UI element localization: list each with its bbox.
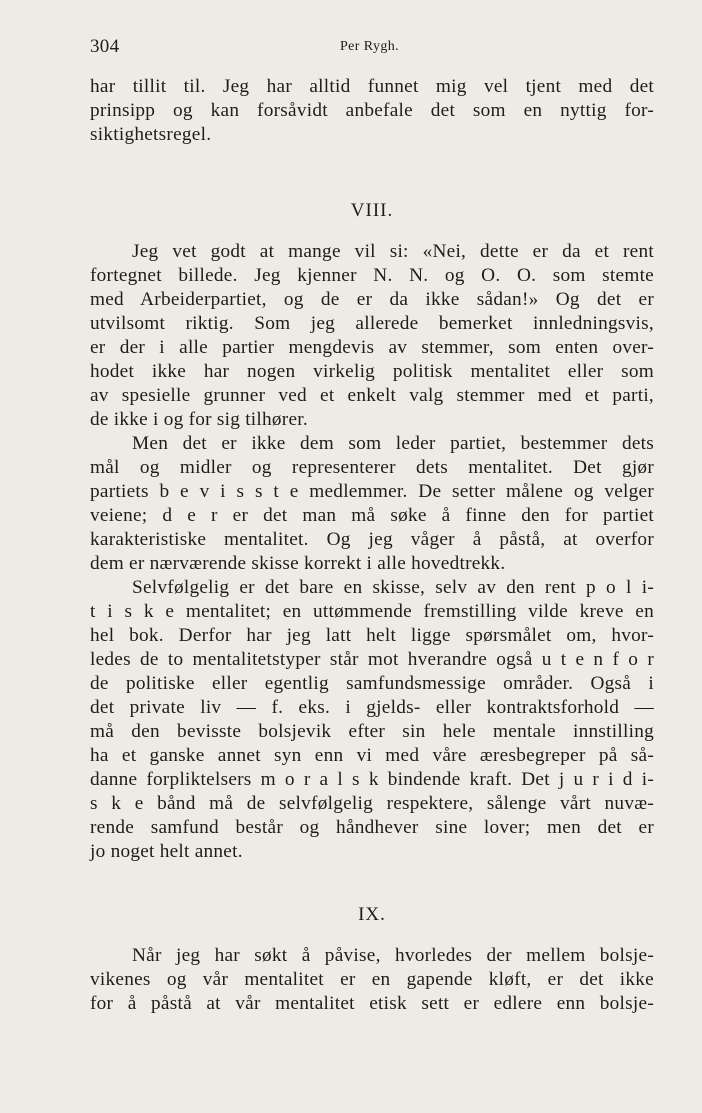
text-line: mål og midler og representerer dets mentalitet. Det gjør [90, 457, 654, 478]
text-line: danne forpliktelsers m o r a l s k bindende kraft. Det j u r i d i- [90, 769, 654, 790]
text-line: må den bevisste bolsjevik efter sin hele mentale innstilling [90, 721, 654, 742]
text-line: dem er nærværende skisse korrekt i alle hovedtrekk. [90, 553, 506, 574]
text-line: med Arbeiderpartiet, og de er da ikke sådan!» Og det er [90, 289, 654, 310]
text-line: det private liv — f. eks. i gjelds- eller kontraktsforhold — [90, 697, 654, 718]
page-header [90, 36, 654, 60]
text-line: av spesielle grunner ved et enkelt valg stemmer med et parti, [90, 385, 654, 406]
text-line: partiets b e v i s s t e medlemmer. De setter målene og velger [90, 481, 654, 502]
text-line: ha et ganske annet syn enn vi med våre æresbegreper på så- [90, 745, 654, 766]
text-line: ledes de to mentalitetstyper står mot hverandre også u t e n f o r [90, 649, 654, 670]
text-line: s k e bånd må de selvfølgelig respektere, sålenge vårt nuvæ- [90, 793, 654, 814]
section-heading-ix: IX. [358, 904, 386, 925]
text-line: for å påstå at vår mentalitet etisk sett er edlere enn bolsje- [90, 993, 654, 1014]
text-line: Men det er ikke dem som leder partiet, bestemmer dets [132, 433, 654, 454]
text-line: jo noget helt annet. [90, 841, 243, 862]
text-line: de politiske eller egentlig samfundsmessige områder. Også i [90, 673, 654, 694]
text-line: vikenes og vår mentalitet er en gapende kløft, er det ikke [90, 969, 654, 990]
text-line: siktighetsregel. [90, 124, 212, 145]
text-line: Selvfølgelig er det bare en skisse, selv av den rent p o l i- [132, 577, 654, 598]
text-line: Når jeg har søkt å påvise, hvorledes der mellem bolsje- [132, 945, 654, 966]
text-line: rende samfund består og håndhever sine lover; men det er [90, 817, 654, 838]
text-line: de ikke i og for sig tilhører. [90, 409, 308, 430]
text-line: hel bok. Derfor har jeg latt helt ligge spørsmålet om, hvor- [90, 625, 654, 646]
running-head: Per Rygh. [340, 39, 400, 54]
text-line: har tillit til. Jeg har alltid funnet mig vel tjent med det [90, 76, 654, 97]
text-line: karakteristiske mentalitet. Og jeg våger å påstå, at overfor [90, 529, 654, 550]
section-heading-viii: VIII. [350, 200, 394, 221]
text-line: prinsipp og kan forsåvidt anbefale det som en nyttig for- [90, 100, 654, 121]
text-line: Jeg vet godt at mange vil si: «Nei, dette er da et rent [132, 241, 654, 262]
text-line: hodet ikke har nogen virkelig politisk mentalitet eller som [90, 361, 654, 382]
text-line: fortegnet billede. Jeg kjenner N. N. og O. O. som stemte [90, 265, 654, 286]
text-line: veiene; d e r er det man må søke å finne den for partiet [90, 505, 654, 526]
text-line: t i s k e mentalitet; en uttømmende fremstilling vilde kreve en [90, 601, 654, 622]
text-line: er der i alle partier mengdevis av stemmer, som enten over- [90, 337, 654, 358]
page-number: 304 [90, 36, 120, 57]
text-line: utvilsomt riktig. Som jeg allerede bemerket innledningsvis, [90, 313, 654, 334]
